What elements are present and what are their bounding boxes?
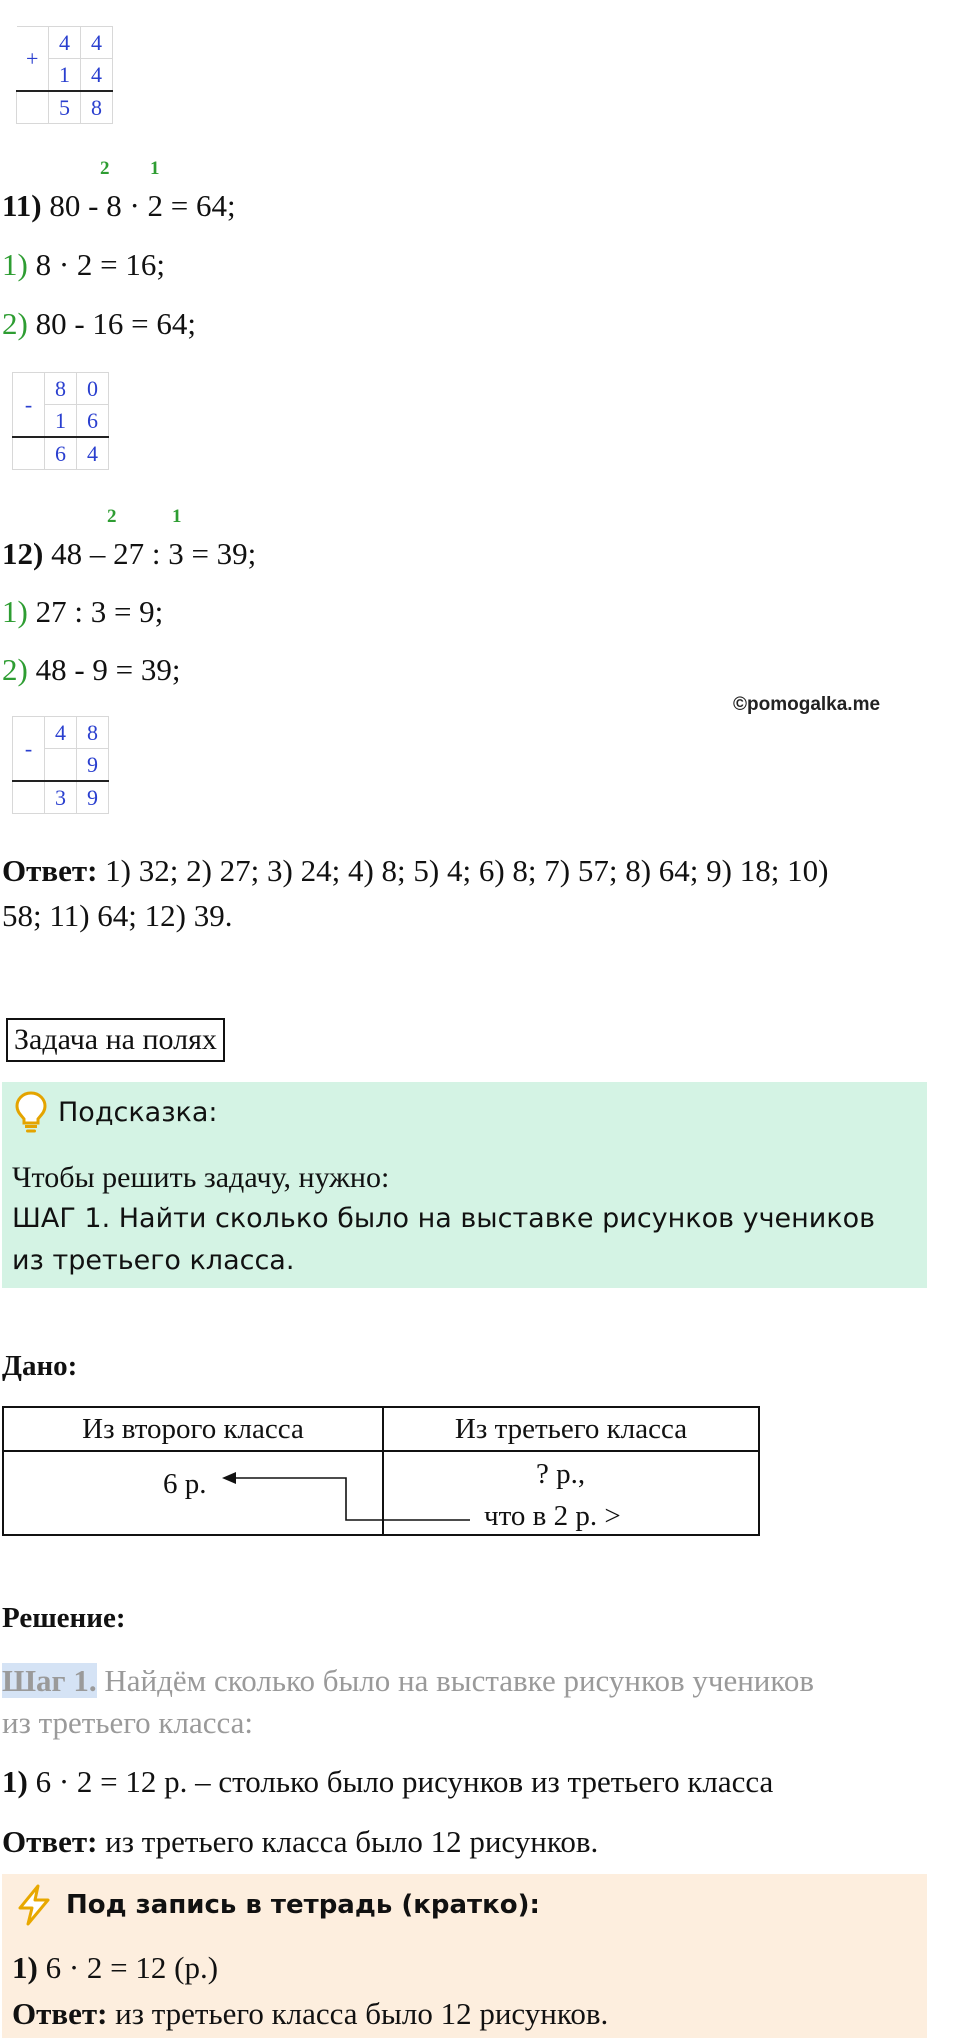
digit: 4 <box>49 27 81 59</box>
priority-mark: 1 <box>172 506 182 527</box>
result-digit: 4 <box>77 437 109 470</box>
notebook-calculation <box>12 1950 218 1986</box>
solution-step <box>2 1660 958 1744</box>
result-digit: 3 <box>45 781 77 814</box>
third-class-relation: что в 2 р. > <box>484 1500 621 1532</box>
notebook-answer-label: Ответ: <box>12 1996 108 2031</box>
digit: 8 <box>45 373 77 405</box>
task-title: Задача на полях <box>6 1018 225 1062</box>
hint-line: Чтобы решить задачу, нужно: <box>12 1161 390 1194</box>
column-subtraction-grid <box>12 372 109 470</box>
solution-label: Решение: <box>2 1602 126 1634</box>
notebook-box <box>2 1874 927 2038</box>
calc-number: 1) <box>12 1950 38 1985</box>
lightbulb-icon <box>14 1090 48 1134</box>
hint-step-label: ШАГ 1. <box>12 1203 111 1234</box>
digit: 1 <box>45 405 77 438</box>
answer-line-1: 1) 32; 2) 27; 3) 24; 4) 8; 5) 4; 6) 8; 7) 57; 8) 64; 9) 18; 10) <box>105 853 829 888</box>
calc-text: 6 · 2 = 12 р. – столько было рисунков из третьего класса <box>35 1764 774 1799</box>
notebook-answer-text: из третьего класса было 12 рисунков. <box>115 1996 609 2031</box>
digit: 8 <box>77 717 109 749</box>
watermark: ©pomogalka.me <box>733 694 881 715</box>
step-number: 1) <box>2 594 28 629</box>
exercise-11-expression <box>2 188 236 224</box>
notebook-answer <box>12 1996 608 2032</box>
operator-sign: + <box>17 27 49 92</box>
hint-box <box>2 1082 927 1288</box>
solution-answer-label: Ответ: <box>2 1824 98 1859</box>
lightning-icon <box>14 1884 54 1926</box>
result-digit: 9 <box>77 781 109 814</box>
solution-step-text: Найдём сколько было на выставке рисунков учеников <box>104 1663 815 1698</box>
exercise-11-step-2 <box>2 306 196 342</box>
expression-text: 48 – 27 : 3 = 39; <box>51 536 257 571</box>
answer-block <box>2 848 958 938</box>
digit: 6 <box>77 405 109 438</box>
result-digit: 8 <box>81 91 113 124</box>
operator-sign: - <box>13 373 45 438</box>
given-label: Дано: <box>2 1350 78 1382</box>
step-text: 27 : 3 = 9; <box>35 594 164 629</box>
column-header: Из второго класса <box>3 1407 383 1451</box>
expression-text: 80 - 8 · 2 = 64; <box>49 188 236 223</box>
step-number: 1) <box>2 247 28 282</box>
exercise-11-step-1 <box>2 247 165 283</box>
solution-calculation <box>2 1764 773 1800</box>
result-digit: 6 <box>45 437 77 470</box>
step-text: 80 - 16 = 64; <box>35 306 196 341</box>
solution-step-text-cont: из третьего класса: <box>2 1705 253 1740</box>
priority-mark: 2 <box>100 158 110 179</box>
exercise-number: 12) <box>2 536 44 571</box>
digit: 9 <box>77 749 109 782</box>
third-class-value: ? р., <box>536 1458 586 1490</box>
step-number: 2) <box>2 306 28 341</box>
digit: 4 <box>81 27 113 59</box>
relation-arrow <box>220 1468 480 1528</box>
operator-sign: - <box>13 717 45 782</box>
hint-step <box>12 1198 922 1282</box>
exercise-12-step-1 <box>2 594 163 630</box>
calc-number: 1) <box>2 1764 28 1799</box>
column-header: Из третьего класса <box>383 1407 759 1451</box>
exercise-12-step-2 <box>2 652 181 688</box>
hint-step-text: Найти сколько было на выставке рисунков учеников <box>118 1203 876 1234</box>
hint-step-text-cont: из третьего класса. <box>12 1245 295 1276</box>
digit: 4 <box>45 717 77 749</box>
answer-label: Ответ: <box>2 853 98 888</box>
exercise-number: 11) <box>2 188 42 223</box>
step-number: 2) <box>2 652 28 687</box>
column-addition-grid <box>16 26 113 124</box>
column-subtraction-grid <box>12 716 109 814</box>
solution-step-label: Шаг 1. <box>2 1663 97 1698</box>
solution-answer-text: из третьего класса было 12 рисунков. <box>105 1824 599 1859</box>
exercise-12-expression <box>2 536 256 572</box>
step-text: 48 - 9 = 39; <box>35 652 181 687</box>
digit: 0 <box>77 373 109 405</box>
second-class-value: 6 р. <box>163 1468 207 1500</box>
result-digit: 5 <box>49 91 81 124</box>
calc-text: 6 · 2 = 12 (р.) <box>45 1950 219 1985</box>
hint-header <box>14 1090 218 1134</box>
priority-mark: 2 <box>107 506 117 527</box>
digit <box>45 749 77 782</box>
hint-title: Подсказка: <box>58 1096 218 1128</box>
answer-line-2: 58; 11) 64; 12) 39. <box>2 898 233 933</box>
solution-answer <box>2 1824 598 1860</box>
digit: 1 <box>49 59 81 92</box>
notebook-title: Под запись в тетрадь (кратко): <box>66 1890 540 1920</box>
digit: 4 <box>81 59 113 92</box>
step-text: 8 · 2 = 16; <box>35 247 165 282</box>
priority-mark: 1 <box>150 158 160 179</box>
notebook-header <box>14 1884 540 1926</box>
